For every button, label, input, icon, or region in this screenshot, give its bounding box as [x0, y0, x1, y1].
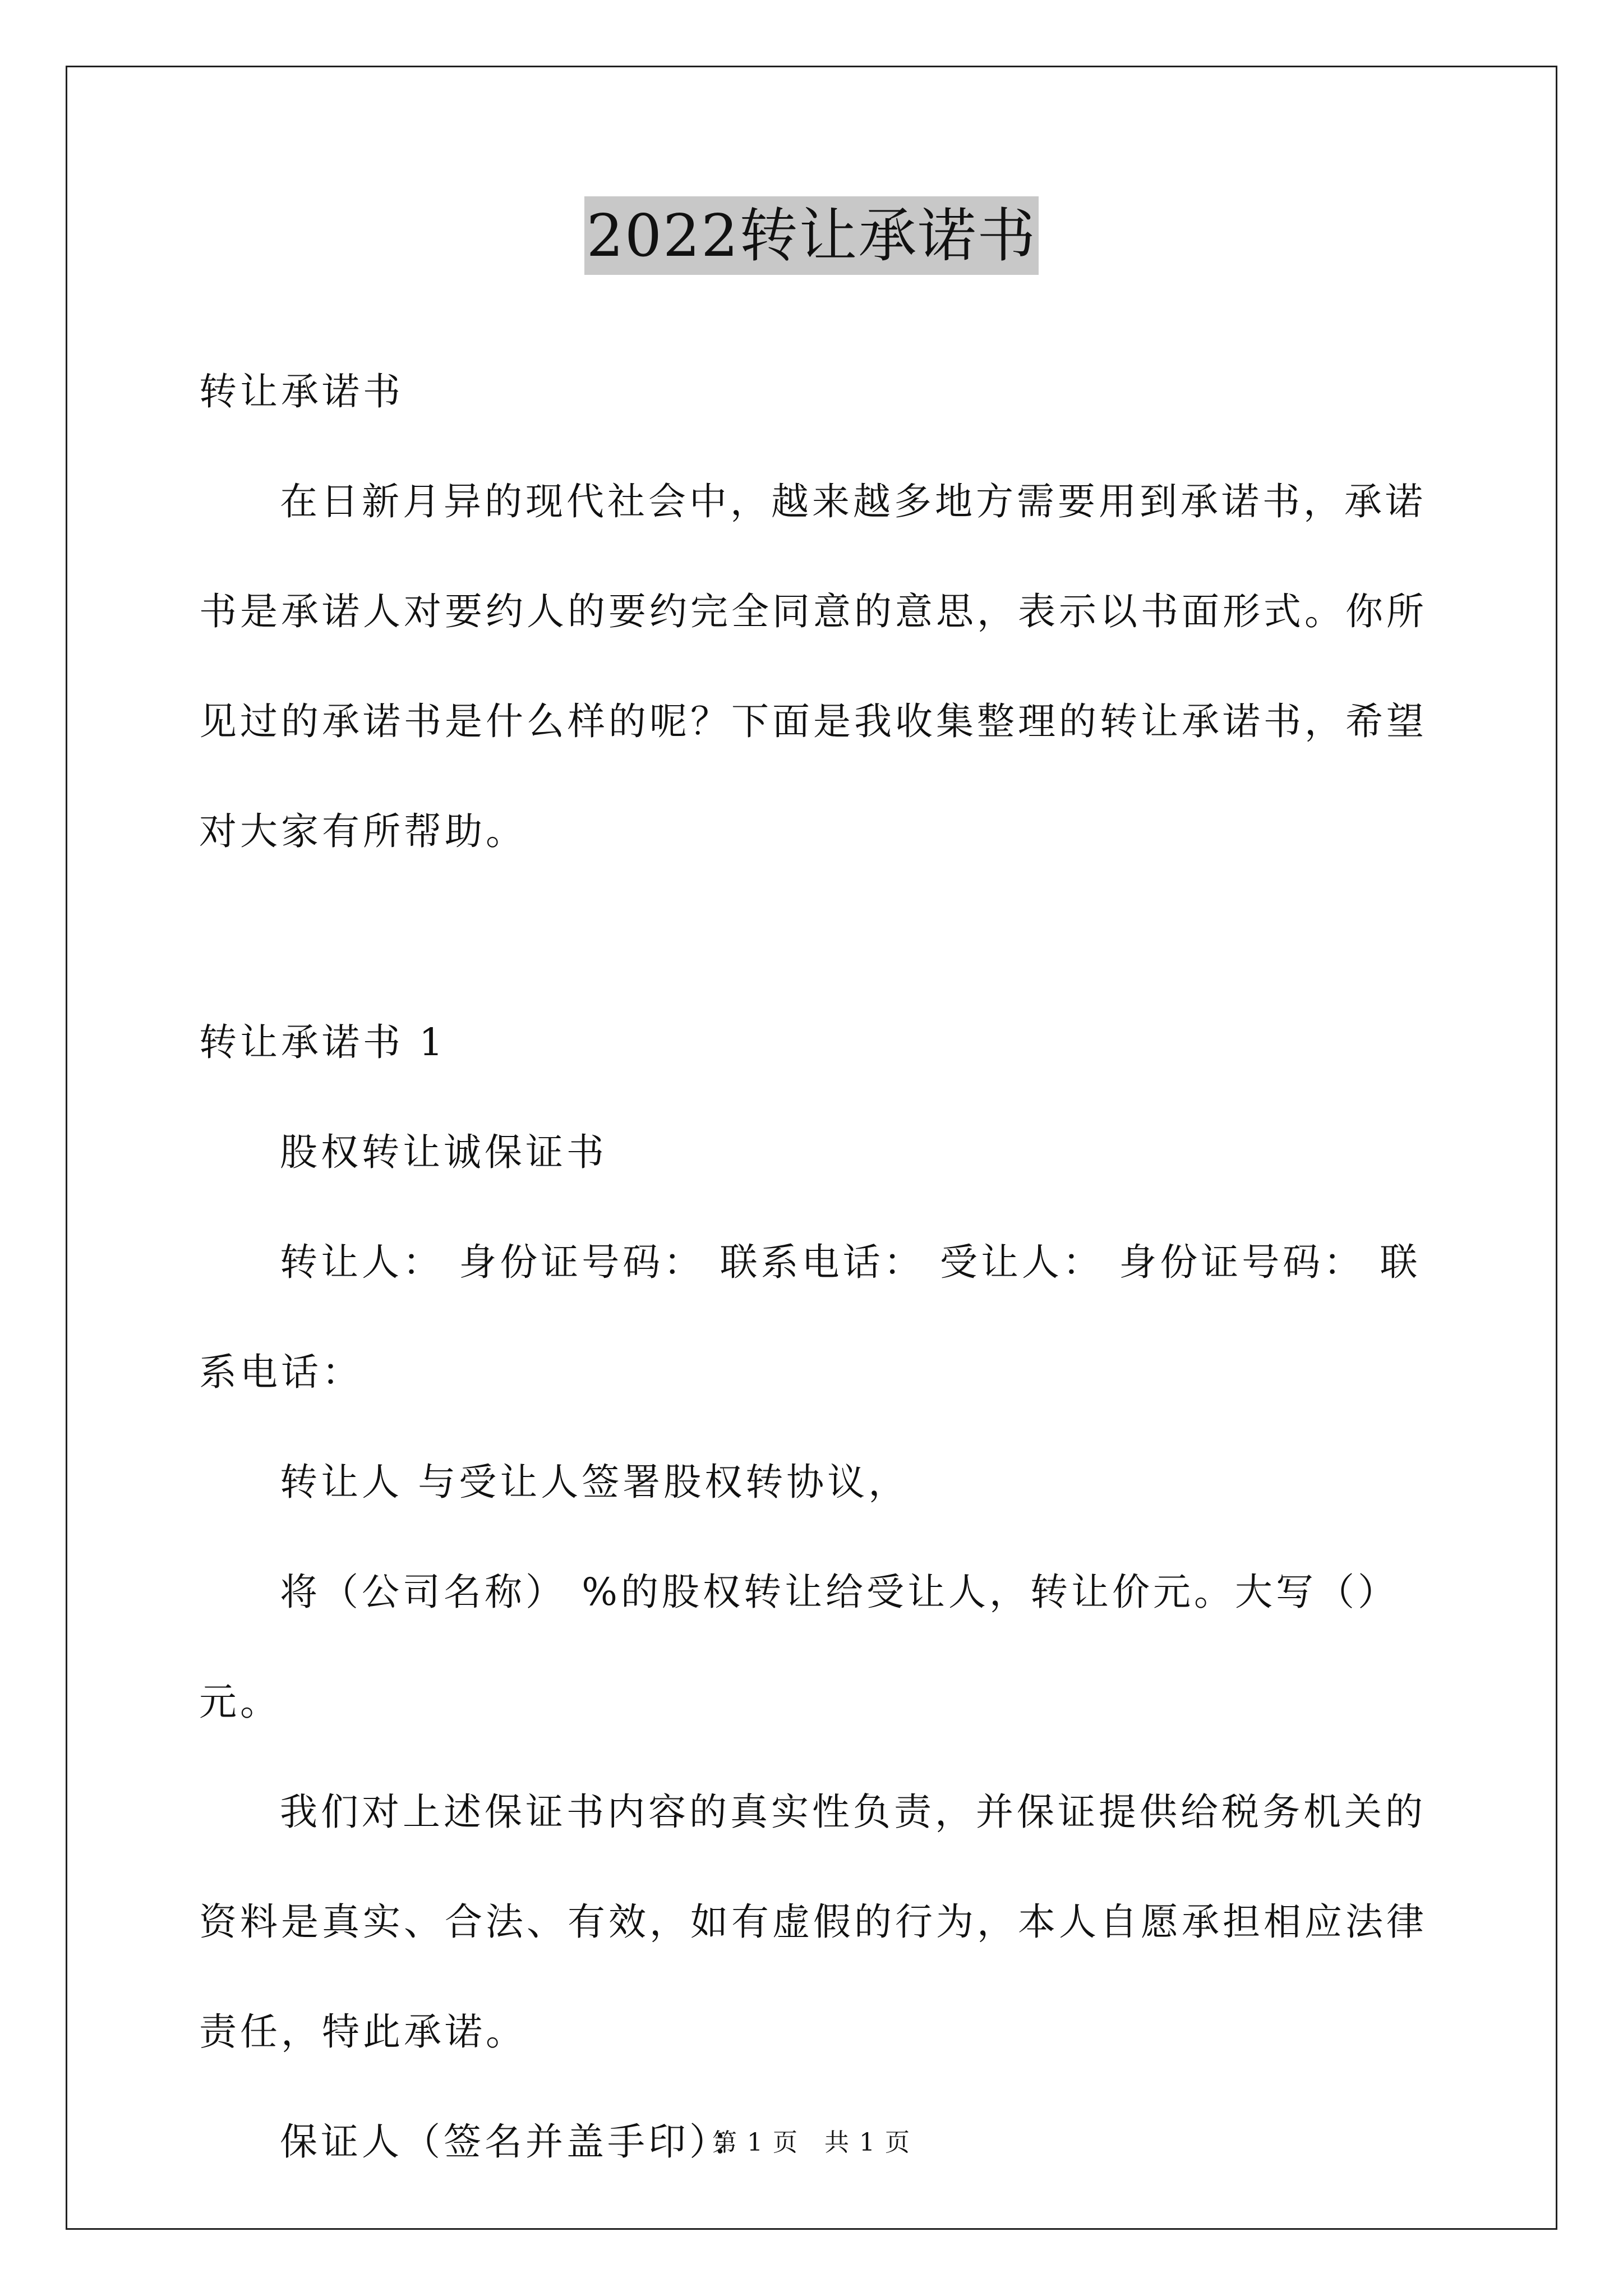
paragraph-transfer: 将（公司名称） %的股权转让给受让人，转让价元。大写（）元。 [199, 1570, 1399, 1724]
paragraph-commitment: 我们对上述保证书内容的真实性负责，并保证提供给税务机关的资料是真实、合法、有效，如有虚假的行为，本人自愿承担相应法律责任，特此承诺。 [199, 1790, 1427, 2054]
page-footer: 第 1 页 共 1 页 [712, 2128, 911, 2157]
paragraph-agreement: 转让人 与受让人签署股权转协议， [280, 1460, 910, 1504]
section-gap [199, 886, 1433, 987]
paragraph-signature: 保证人（签名并盖手印）： [280, 2120, 753, 2164]
heading: 转让承诺书 [199, 370, 404, 413]
document-body [199, 337, 1433, 2197]
document-title: 2022转让承诺书 [584, 196, 1039, 275]
paragraph-parties: 转让人： 身份证号码： 联系电话： 受让人： 身份证号码： 联系电话： [199, 1240, 1421, 1394]
intro-paragraph: 在日新月异的现代社会中，越来越多地方需要用到承诺书，承诺书是承诺人对要约人的要约完全同意的意思，表示以书面形式。你所见过的承诺书是什么样的呢？下面是我收集整理的转让承诺书，希望对大家有所帮助。 [199, 480, 1427, 853]
title-container [0, 196, 1623, 275]
paragraph-subtitle: 股权转让诚保证书 [280, 1130, 607, 1174]
section-title: 转让承诺书 1 [199, 1020, 446, 1064]
